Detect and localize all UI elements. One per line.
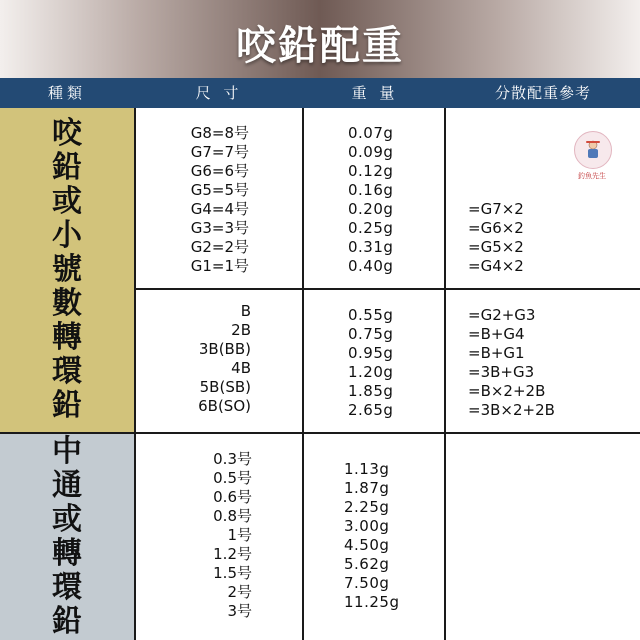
size-item: B: [240, 302, 251, 320]
weight-item: 1.85g: [348, 382, 394, 400]
reference-cell-g: [446, 108, 640, 290]
size-item: 0.8号: [213, 507, 252, 525]
size-item: 0.3号: [213, 450, 252, 468]
weight-item: 0.20g: [348, 200, 394, 218]
header-size: 尺 寸: [134, 78, 305, 108]
reference-item: =3B×2+2B: [468, 401, 555, 419]
weight-item: 0.40g: [348, 257, 394, 275]
weight-item: 0.75g: [348, 325, 394, 343]
reference-cell-number: [446, 434, 640, 640]
weight-item: 0.16g: [348, 181, 394, 199]
weight-item: 2.25g: [344, 498, 390, 516]
weight-item: 4.50g: [344, 536, 390, 554]
weight-item: 0.25g: [348, 219, 394, 237]
size-item: 3B(BB): [198, 340, 251, 358]
weight-cell-g: [304, 108, 446, 290]
weight-item: 1.87g: [344, 479, 390, 497]
category-label: 中通或轉環鉛: [52, 434, 82, 639]
weight-item: 0.95g: [348, 344, 394, 362]
size-item: 4B: [231, 359, 251, 377]
size-item: G8=8号: [190, 124, 249, 142]
reference-cell-b: [446, 290, 640, 434]
header-weight: 重 量: [304, 78, 447, 108]
weight-item: 7.50g: [344, 574, 390, 592]
header-reference: 分散配重參考: [446, 78, 640, 108]
weight-item: 0.12g: [348, 162, 394, 180]
weight-cell-number: [304, 434, 446, 640]
reference-item: =B+G1: [468, 344, 525, 362]
reference-item: =G4×2: [468, 257, 524, 275]
category-inline-sinker: [0, 434, 136, 640]
weight-item: 2.65g: [348, 401, 394, 419]
header-type: 種類: [0, 78, 135, 108]
size-item: 1.2号: [213, 545, 252, 563]
category-small-sinker: [0, 108, 136, 434]
reference-item: =B×2+2B: [468, 382, 546, 400]
weight-item: 0.31g: [348, 238, 394, 256]
size-cell-g: [136, 108, 304, 290]
reference-item: =3B+G3: [468, 363, 535, 381]
weight-item: 11.25g: [344, 593, 400, 611]
title-banner: [0, 0, 640, 78]
size-item: 3号: [227, 602, 252, 620]
size-item: G1=1号: [190, 257, 249, 275]
size-item: 1.5号: [213, 564, 252, 582]
fisherman-logo-icon: [574, 131, 612, 169]
weight-item: 0.09g: [348, 143, 394, 161]
size-item: G6=6号: [190, 162, 249, 180]
reference-item: =G6×2: [468, 219, 524, 237]
size-item: 0.6号: [213, 488, 252, 506]
weight-item: 1.20g: [348, 363, 394, 381]
size-item: G5=5号: [190, 181, 249, 199]
reference-item: =B+G4: [468, 325, 525, 343]
page-title: 咬鉛配重: [236, 23, 404, 69]
reference-item: =G2+G3: [468, 306, 536, 324]
size-item: 0.5号: [213, 469, 252, 487]
watermark-text: 釣魚先生: [578, 172, 606, 180]
size-cell-number: [136, 434, 304, 640]
size-item: 5B(SB): [199, 378, 251, 396]
size-item: G2=2号: [190, 238, 249, 256]
size-item: 2号: [227, 583, 252, 601]
size-cell-b: [136, 290, 304, 434]
size-item: G3=3号: [190, 219, 249, 237]
weight-item: 0.07g: [348, 124, 394, 142]
category-label: 咬鉛或小號數轉環鉛: [52, 116, 82, 423]
size-item: 2B: [231, 321, 251, 339]
size-item: 6B(SO): [198, 397, 251, 415]
sinker-weight-table: [0, 78, 640, 640]
weight-item: 3.00g: [344, 517, 390, 535]
reference-item: =G7×2: [468, 200, 524, 218]
size-item: G4=4号: [190, 200, 249, 218]
reference-item: =G5×2: [468, 238, 524, 256]
weight-item: 1.13g: [344, 460, 390, 478]
weight-item: 0.55g: [348, 306, 394, 324]
weight-cell-b: [304, 290, 446, 434]
size-item: G7=7号: [190, 143, 249, 161]
weight-item: 5.62g: [344, 555, 390, 573]
size-item: 1号: [227, 526, 252, 544]
